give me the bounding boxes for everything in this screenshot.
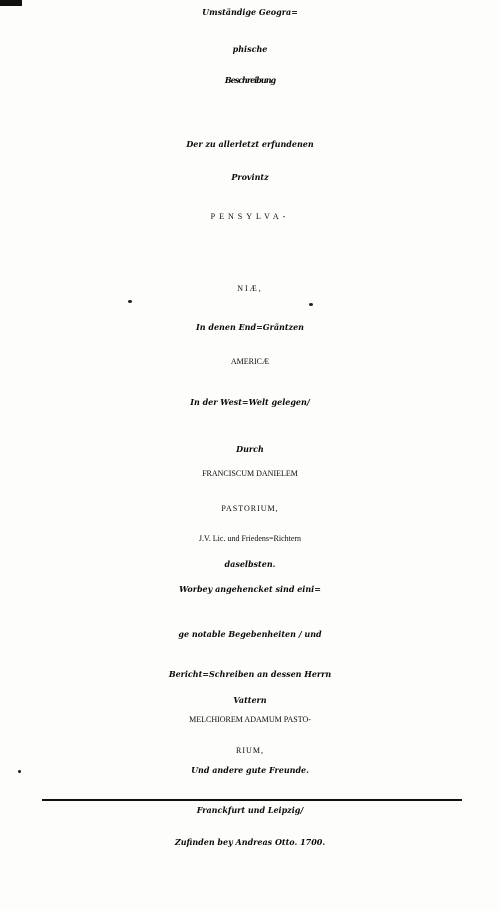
author-name: FRANCISCUM DANIELEM [202, 469, 298, 478]
recipient-name: MELCHIOREM ADAMUM PASTO- [189, 715, 311, 724]
imprint-rule [42, 799, 462, 801]
recipient-surname: RIUM, [236, 746, 264, 755]
title-line-18: Bericht=Schreiben an dessen Herrn [168, 669, 332, 679]
ink-speck [18, 770, 21, 773]
author-surname: PASTORIUM, [221, 504, 279, 513]
imprint-publisher: Zufinden bey Andreas Otto. 1700. [174, 837, 326, 847]
ink-speck [309, 303, 313, 306]
title-line-10: In der West=Welt gelegen/ [190, 397, 310, 407]
title-line-5: Provintz [231, 172, 269, 182]
title-americae: AMERICÆ [230, 357, 270, 366]
title-line-4: Der zu allerletzt erfundenen [186, 139, 314, 149]
corner-ink-mark [0, 0, 22, 6]
title-line-17: ge notable Begebenheiten / und [178, 629, 322, 639]
author-title: J.V. Lic. und Friedens=Richtern [198, 534, 302, 543]
title-line-1: Umständige Geogra= [202, 7, 298, 17]
title-line-8: In denen End=Gräntzen [196, 322, 304, 332]
title-line-15: daselbsten. [224, 559, 276, 569]
title-line-19: Vattern [233, 695, 267, 705]
title-pensylvania: PENSYLVA- [210, 212, 290, 221]
title-line-2: phische [232, 44, 268, 54]
title-line-11: Durch [236, 444, 264, 454]
title-line-22: Und andere gute Freunde. [191, 765, 309, 775]
ink-speck [128, 300, 132, 303]
title-line-7: NIÆ, [237, 284, 263, 293]
imprint-place: Franckfurt und Leipzig/ [196, 805, 304, 815]
title-line-16: Worbey angehencket sind eini= [179, 584, 321, 594]
main-title: Beschreibung [224, 75, 276, 85]
